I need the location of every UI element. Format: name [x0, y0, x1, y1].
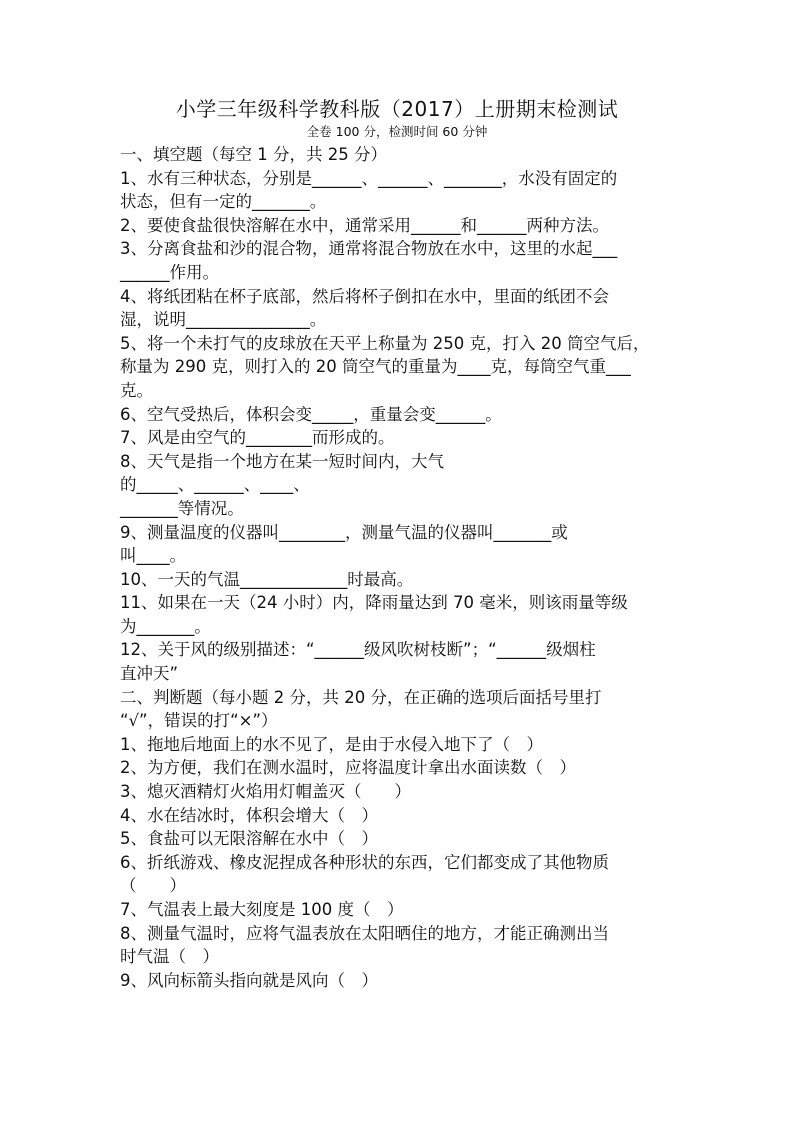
text-line: 9、测量温度的仪器叫________，测量气温的仪器叫_______或 — [120, 522, 568, 542]
text-line: 1、拖地后地面上的水不见了，是由于水侵入地下了（ ） — [120, 734, 543, 754]
text-line: ______作用。 — [120, 262, 219, 282]
text-line: 9、风向标箭头指向就是风向（ ） — [120, 970, 378, 990]
text-line: 7、气温表上最大刻度是 100 度（ ） — [120, 900, 404, 919]
text-line: 2、为方便，我们在测水温时，应将温度计拿出水面读数（ ） — [120, 758, 576, 778]
text-line: 10、一天的气温_____________时最高。 — [120, 569, 414, 589]
text-line: 3、分离食盐和沙的混合物，通常将混合物放在水中，这里的水起___ — [120, 239, 618, 259]
text-line: 3、熄灭酒精灯火焰用灯帽盖灭（ ） — [120, 782, 411, 802]
text-line: 4、水在结冰时，体积会增大（ ） — [120, 805, 378, 825]
text-line: （ ） — [120, 876, 186, 896]
text-line: 克。 — [120, 380, 153, 400]
text-line: 湿，说明_______________。 — [120, 310, 327, 330]
text-line: 状态，但有一定的_______。 — [120, 192, 327, 212]
text-line: 4、将纸团粘在杯子底部，然后将杯子倒扣在水中，里面的纸团不会 — [120, 286, 609, 306]
text-line: 1、水有三种状态，分别是______、______、_______，水没有固定的 — [120, 168, 618, 188]
text-line: 称量为 290 克，则打入的 20 筒空气的重量为____克，每筒空气重___ — [120, 357, 631, 377]
text-line: 6、折纸游戏、橡皮泥捏成各种形状的东西，它们都变成了其他物质 — [120, 852, 609, 872]
text-line: 7、风是由空气的________而形成的。 — [120, 428, 395, 448]
text-line: 为_______。 — [120, 616, 211, 636]
text-line: _______等情况。 — [120, 498, 244, 518]
text-line: 叫____。 — [120, 546, 186, 566]
text-line: 11、如果在一天（24 小时）内，降雨量达到 70 毫米，则该雨量等级 — [120, 593, 628, 613]
document-title: 小学三年级科学教科版（2017）上册期末检测试 — [175, 97, 619, 121]
text-line: 5、食盐可以无限溶解在水中（ ） — [120, 829, 378, 849]
text-line: 的_____、______、____、 — [120, 475, 310, 495]
text-line: “√”，错误的打“×”） — [120, 711, 278, 731]
text-line: 时气温（ ） — [120, 947, 219, 967]
text-line: 直冲天” — [120, 664, 179, 684]
text-line: 2、要使食盐很快溶解在水中，通常采用______和______两种方法。 — [120, 215, 609, 235]
text-line: 8、天气是指一个地方在某一短时间内，大气 — [120, 451, 444, 471]
section-heading-true-false: 二、判断题（每小题 2 分，共 20 分，在正确的选项后面括号里打 — [120, 687, 602, 707]
document-body — [120, 143, 680, 992]
text-line: 12、关于风的级别描述：“______级风吹树枝断”；“______级烟柱 — [120, 640, 596, 660]
text-line: 6、空气受热后，体积会变_____，重量会变______。 — [120, 404, 502, 424]
document-subtitle: 全卷 100 分，检测时间 60 分钟 — [306, 124, 488, 139]
text-line: 8、测量气温时，应将气温表放在太阳晒住的地方，才能正确测出当 — [120, 923, 609, 943]
section-heading-fill-in: 一、填空题（每空 1 分，共 25 分） — [120, 145, 387, 164]
text-line: 5、将一个未打气的皮球放在天平上称量为 250 克，打入 20 筒空气后， — [120, 333, 650, 353]
